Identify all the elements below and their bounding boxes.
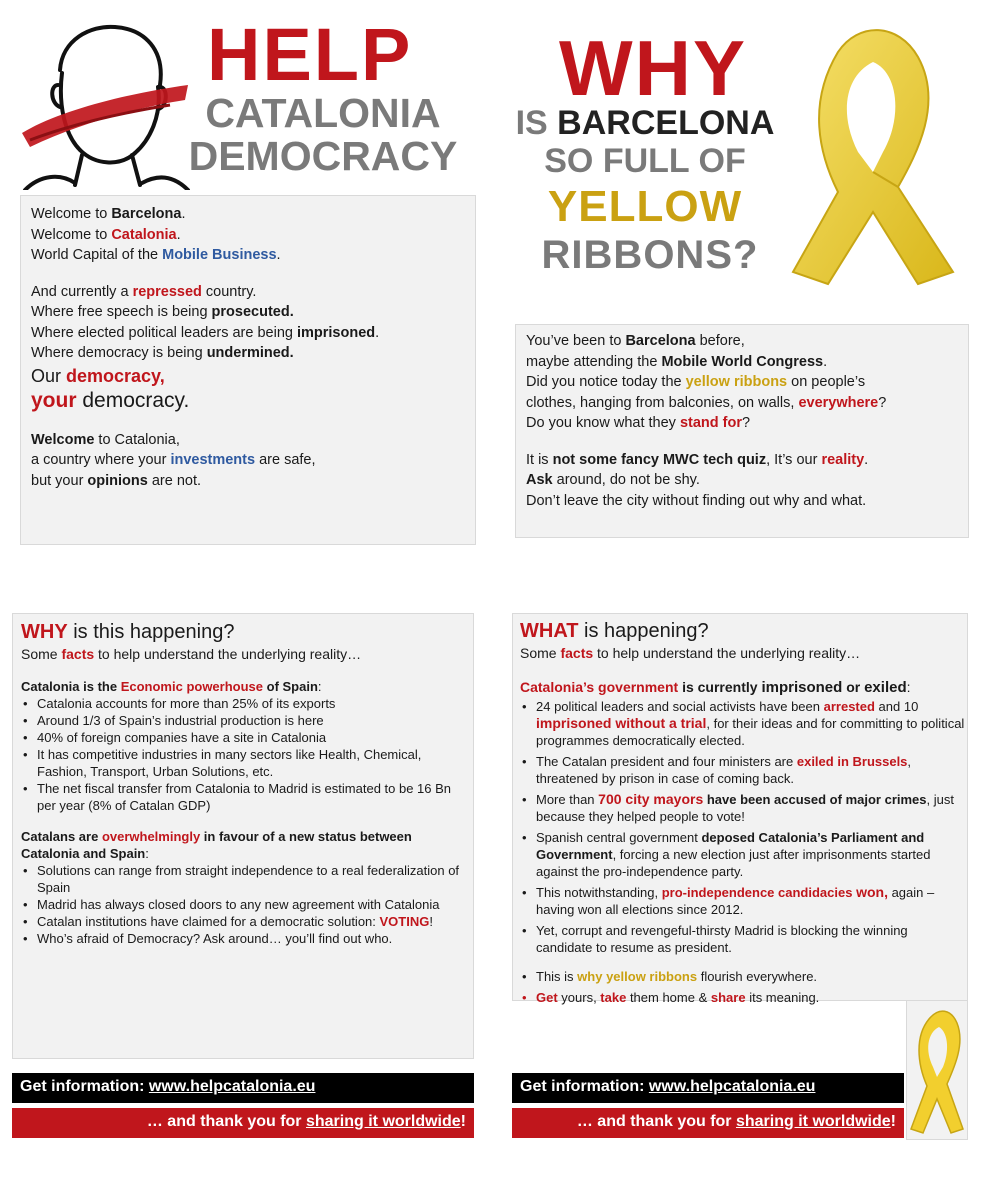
list-item-text: flourish everywhere. [697, 969, 818, 984]
thanks-bar-right [512, 1108, 904, 1138]
welcome-line11-a: a country where your [31, 452, 171, 468]
welcome-line2-b: Catalonia [111, 226, 177, 243]
ribbons-line8: Don’t leave the city without finding out why and what. [526, 492, 867, 509]
welcome-line12 [31, 471, 465, 492]
list-item-text: major crimes [845, 792, 927, 807]
welcome-line5 [31, 302, 465, 323]
list-item: • Solutions can range from straight independence to a real federalization of Spain [37, 862, 465, 896]
ribbons-line5-c: ? [741, 415, 751, 431]
welcome-line10 [31, 430, 465, 451]
welcome-line2 [31, 225, 465, 246]
thanks-text: … and thank you for [146, 1113, 306, 1130]
list-item-text: This notwithstanding, [536, 885, 662, 900]
list-item-text: exiled in Brussels [796, 754, 908, 769]
welcome-line5-b: prosecuted. [211, 304, 294, 320]
what-section1-f: : [906, 679, 911, 695]
list-item-text: Get [536, 990, 558, 1005]
ribbons-line6-d: reality [821, 451, 865, 468]
welcome-line3 [31, 245, 465, 266]
ribbons-line2-a: maybe attending the [526, 353, 662, 370]
what-heading-b: is happening? [578, 620, 709, 642]
list-item-text: them home & [626, 990, 711, 1005]
why-happening-box [12, 613, 474, 1059]
help-subtitle [178, 92, 468, 178]
welcome-line9 [31, 388, 465, 414]
list-item-text: its meaning. [745, 990, 820, 1005]
list-item-text: , just because they helped people to vote! [536, 792, 954, 824]
ribbons-line3 [526, 372, 958, 393]
sharing-link: sharing it worldwide [305, 1113, 461, 1130]
why-line1-is: IS [515, 104, 558, 142]
list-item [536, 989, 916, 1006]
welcome-line3-a: World Capital of the [31, 247, 163, 263]
ribbons-line2-c: . [823, 353, 828, 370]
website-link[interactable]: www.helpcatalonia.eu [148, 1078, 316, 1095]
ribbons-line7 [526, 470, 958, 491]
list-item: • Catalonia accounts for more than 25% of its exports [37, 695, 465, 712]
ribbons-line5 [526, 413, 958, 434]
what-happening-box [512, 613, 968, 1059]
small-ribbon-panel [906, 1000, 968, 1140]
info-bar-right [512, 1073, 904, 1103]
welcome-line1-a: Welcome to [31, 206, 112, 222]
why-section2-d: : [145, 846, 149, 861]
why-section2-title [21, 828, 465, 862]
welcome-line10-b: to Catalonia, [94, 431, 180, 448]
welcome-line6-c: . [375, 324, 380, 341]
ribbons-line3-a: Did you notice today the [526, 374, 686, 390]
welcome-line12-a: but your [31, 472, 88, 489]
welcome-line7 [31, 343, 465, 364]
what-section1-b: is currently [678, 679, 762, 695]
ribbons-line1-b: Barcelona [625, 333, 696, 349]
why-line1-barcelona: BARCELONA [557, 104, 775, 142]
why-section1-a: Catalonia is the [21, 679, 121, 694]
what-sub [520, 643, 960, 663]
list-item-text: More than [536, 792, 599, 807]
why-section1-c: of Spain [263, 679, 318, 694]
ribbons-line2 [526, 352, 958, 373]
list-item-text: , forcing a new election just after imprisonments started against the pro-independence party. [536, 847, 931, 879]
why-line4: RIBBONS? [541, 233, 759, 277]
list-item: • 40% of foreign companies have a site in Catalonia [37, 729, 465, 746]
list-item-text: This is [536, 969, 578, 984]
gagged-face-illustration [20, 15, 190, 190]
welcome-line4-a: And currently a [31, 283, 133, 300]
list-item-text: , threatened by prison in case of coming back. [536, 754, 912, 786]
list-item [536, 968, 916, 985]
ribbons-line2-b: Mobile World Congress [661, 353, 824, 370]
welcome-line1 [31, 204, 465, 225]
what-list [520, 698, 971, 1006]
list-item-text: ! [429, 914, 433, 929]
why-sub-b: facts [61, 646, 95, 662]
ribbons-line3-c: on people’s [787, 374, 866, 390]
ribbons-line6-b: not some fancy MWC tech quiz [552, 451, 767, 468]
welcome-line3-b: Mobile Business [162, 247, 277, 263]
welcome-line1-b: Barcelona [111, 206, 182, 222]
list-item-text: again –having won all elections since 2012. [536, 885, 935, 917]
why-heading-a: WHY [21, 621, 68, 643]
what-sub-b: facts [560, 645, 594, 661]
ribbons-line1-a: You’ve been to [526, 333, 626, 349]
what-sub-c: to help understand the underlying reality… [593, 645, 861, 661]
why-section1-title [21, 678, 465, 695]
list-item: • Yet, corrupt and revengeful-thirsty Madrid is blocking the winning candidate to resume as president. [536, 922, 946, 956]
list-item-text: won, [856, 884, 888, 900]
list-item-text: arrested [823, 699, 875, 714]
welcome-line4-b: repressed [132, 283, 202, 300]
why-section2-a: Catalans are [21, 829, 102, 844]
ribbons-line7-a: Ask [526, 472, 553, 488]
ribbons-line6-c: , It’s our [766, 451, 822, 468]
welcome-line6-b: imprisoned [296, 324, 376, 341]
list-item-text: deposed Catalonia’s Parliament and Government [536, 830, 925, 862]
list-item-text: pro-independence candidacies [661, 885, 853, 900]
list-item [536, 791, 971, 825]
why-section1-d: : [317, 679, 322, 694]
welcome-line8-b: democracy, [66, 365, 165, 386]
list-item-text: 700 city mayors [598, 791, 704, 807]
info-label: Get information: [520, 1078, 649, 1095]
list-item-text: Spanish central government [536, 830, 702, 845]
thanks-text: … and thank you for [576, 1113, 736, 1130]
ribbons-line4-c: ? [878, 394, 887, 411]
list-item-text: The Catalan president and four ministers are [536, 754, 797, 769]
list-item-text: why yellow ribbons [577, 969, 698, 984]
why-title: WHY [559, 24, 747, 112]
why-section1-b: Economic powerhouse [120, 679, 264, 694]
thanks-end: ! [890, 1113, 896, 1130]
help-subtitle-line1: CATALONIA [205, 90, 441, 136]
why-list2 [21, 862, 465, 947]
welcome-line6 [31, 323, 465, 344]
list-item-text: Catalan institutions have claimed for a democratic solution: [37, 914, 380, 929]
yellow-ribbon-icon [907, 1001, 967, 1139]
welcome-line10-a: Welcome [31, 431, 95, 448]
list-item-text: and 10 [874, 699, 919, 714]
ribbons-line1 [526, 331, 958, 352]
welcome-line4-c: country. [201, 283, 257, 300]
ribbons-line5-a: Do you know what they [526, 415, 680, 431]
list-item-text: share [710, 990, 746, 1005]
why-line2: SO FULL OF [544, 142, 746, 180]
welcome-box [20, 195, 476, 545]
what-section1-a: Catalonia’s government [520, 679, 679, 695]
ribbons-line4-a: clothes, hanging from balconies, on walls, [526, 394, 799, 411]
why-heading-b: is this happening? [67, 621, 235, 643]
welcome-line7-b: undermined. [206, 345, 294, 361]
ribbons-box [515, 324, 969, 538]
list-item [536, 829, 971, 880]
ribbons-line6-e: . [864, 451, 869, 468]
list-item [536, 698, 971, 749]
welcome-line9-a: your [31, 388, 77, 412]
voting-text: VOTING [379, 914, 430, 929]
welcome-line9-b: democracy. [76, 388, 190, 412]
why-section2-c: in favour of a new status between Catalonia and Spain [21, 829, 412, 861]
ribbons-line4-b: everywhere [798, 394, 879, 411]
welcome-line11-b: investments [170, 452, 256, 468]
list-item: • It has competitive industries in many sectors like Health, Chemical, Fashion, Transport, Urban Solutions, etc. [37, 746, 465, 780]
info-bar-left [12, 1073, 474, 1103]
welcome-line7-a: Where democracy is being [31, 345, 207, 361]
help-title: HELP [207, 13, 413, 96]
why-section2-b: overwhelmingly [101, 829, 201, 844]
ribbons-line6-a: It is [526, 451, 553, 468]
what-section1-c: imprisoned [761, 679, 843, 696]
website-link[interactable]: www.helpcatalonia.eu [648, 1078, 816, 1095]
welcome-line6-a: Where elected political leaders are being [31, 324, 297, 341]
list-item: • The net fiscal transfer from Catalonia to Madrid is estimated to be 16 Bn per year (8% of Catalan GDP) [37, 780, 465, 814]
why-sub [21, 644, 465, 664]
sharing-link: sharing it worldwide [735, 1113, 891, 1130]
welcome-line1-c: . [181, 206, 186, 222]
list-item: • Madrid has always closed doors to any new agreement with Catalonia [37, 896, 465, 913]
why-list1 [21, 695, 465, 814]
info-label: Get information: [20, 1078, 149, 1095]
welcome-line3-c: . [276, 247, 281, 263]
help-subtitle-line2: DEMOCRACY [188, 133, 458, 179]
list-item-text: take [600, 990, 627, 1005]
ribbons-line1-c: before, [695, 333, 745, 349]
what-section1-d: or [842, 679, 865, 695]
ribbons-line7-b: around, do not be shy. [552, 472, 700, 488]
list-item-text: have been accused of [703, 792, 846, 807]
yellow-ribbon-icon [778, 22, 968, 292]
why-line3: YELLOW [547, 182, 743, 231]
welcome-line8-a: Our [31, 365, 67, 386]
what-section1-e: exiled [864, 679, 907, 696]
welcome-line8 [31, 364, 465, 388]
welcome-line2-a: Welcome to [31, 226, 112, 243]
welcome-line4 [31, 282, 465, 303]
welcome-line12-b: opinions [87, 472, 148, 489]
welcome-line11 [31, 450, 465, 471]
why-sub-c: to help understand the underlying reality… [94, 646, 362, 662]
list-item-text: , for their ideas and for committing to political programmes democratically elected. [536, 716, 965, 748]
list-item-text: 24 political leaders and social activists have been [536, 699, 824, 714]
ribbons-line6 [526, 450, 958, 471]
list-item [536, 753, 971, 787]
welcome-line11-c: are safe, [255, 452, 316, 468]
ribbons-line4 [526, 393, 958, 414]
ribbons-line3-b: yellow ribbons [685, 374, 788, 390]
what-heading-a: WHAT [520, 620, 579, 642]
why-sub-a: Some [21, 646, 62, 662]
what-heading [520, 619, 960, 643]
why-line1 [500, 104, 790, 142]
list-item: • Around 1/3 of Spain’s industrial production is here [37, 712, 465, 729]
what-section1-title [520, 677, 960, 698]
welcome-line2-c: . [176, 226, 181, 243]
ribbons-line5-b: stand for [679, 415, 742, 431]
list-item: • Who’s afraid of Democracy? Ask around… you’ll find out who. [37, 930, 465, 947]
list-item [37, 913, 465, 930]
welcome-line12-c: are not. [147, 472, 202, 489]
list-item [536, 884, 971, 918]
why-heading [21, 620, 465, 644]
welcome-line5-a: Where free speech is being [31, 304, 212, 320]
what-sub-a: Some [520, 645, 561, 661]
list-item-text: imprisoned without a trial [536, 715, 707, 731]
thanks-end: ! [460, 1113, 466, 1130]
thanks-bar-left [12, 1108, 474, 1138]
list-item-text: yours, [557, 990, 601, 1005]
